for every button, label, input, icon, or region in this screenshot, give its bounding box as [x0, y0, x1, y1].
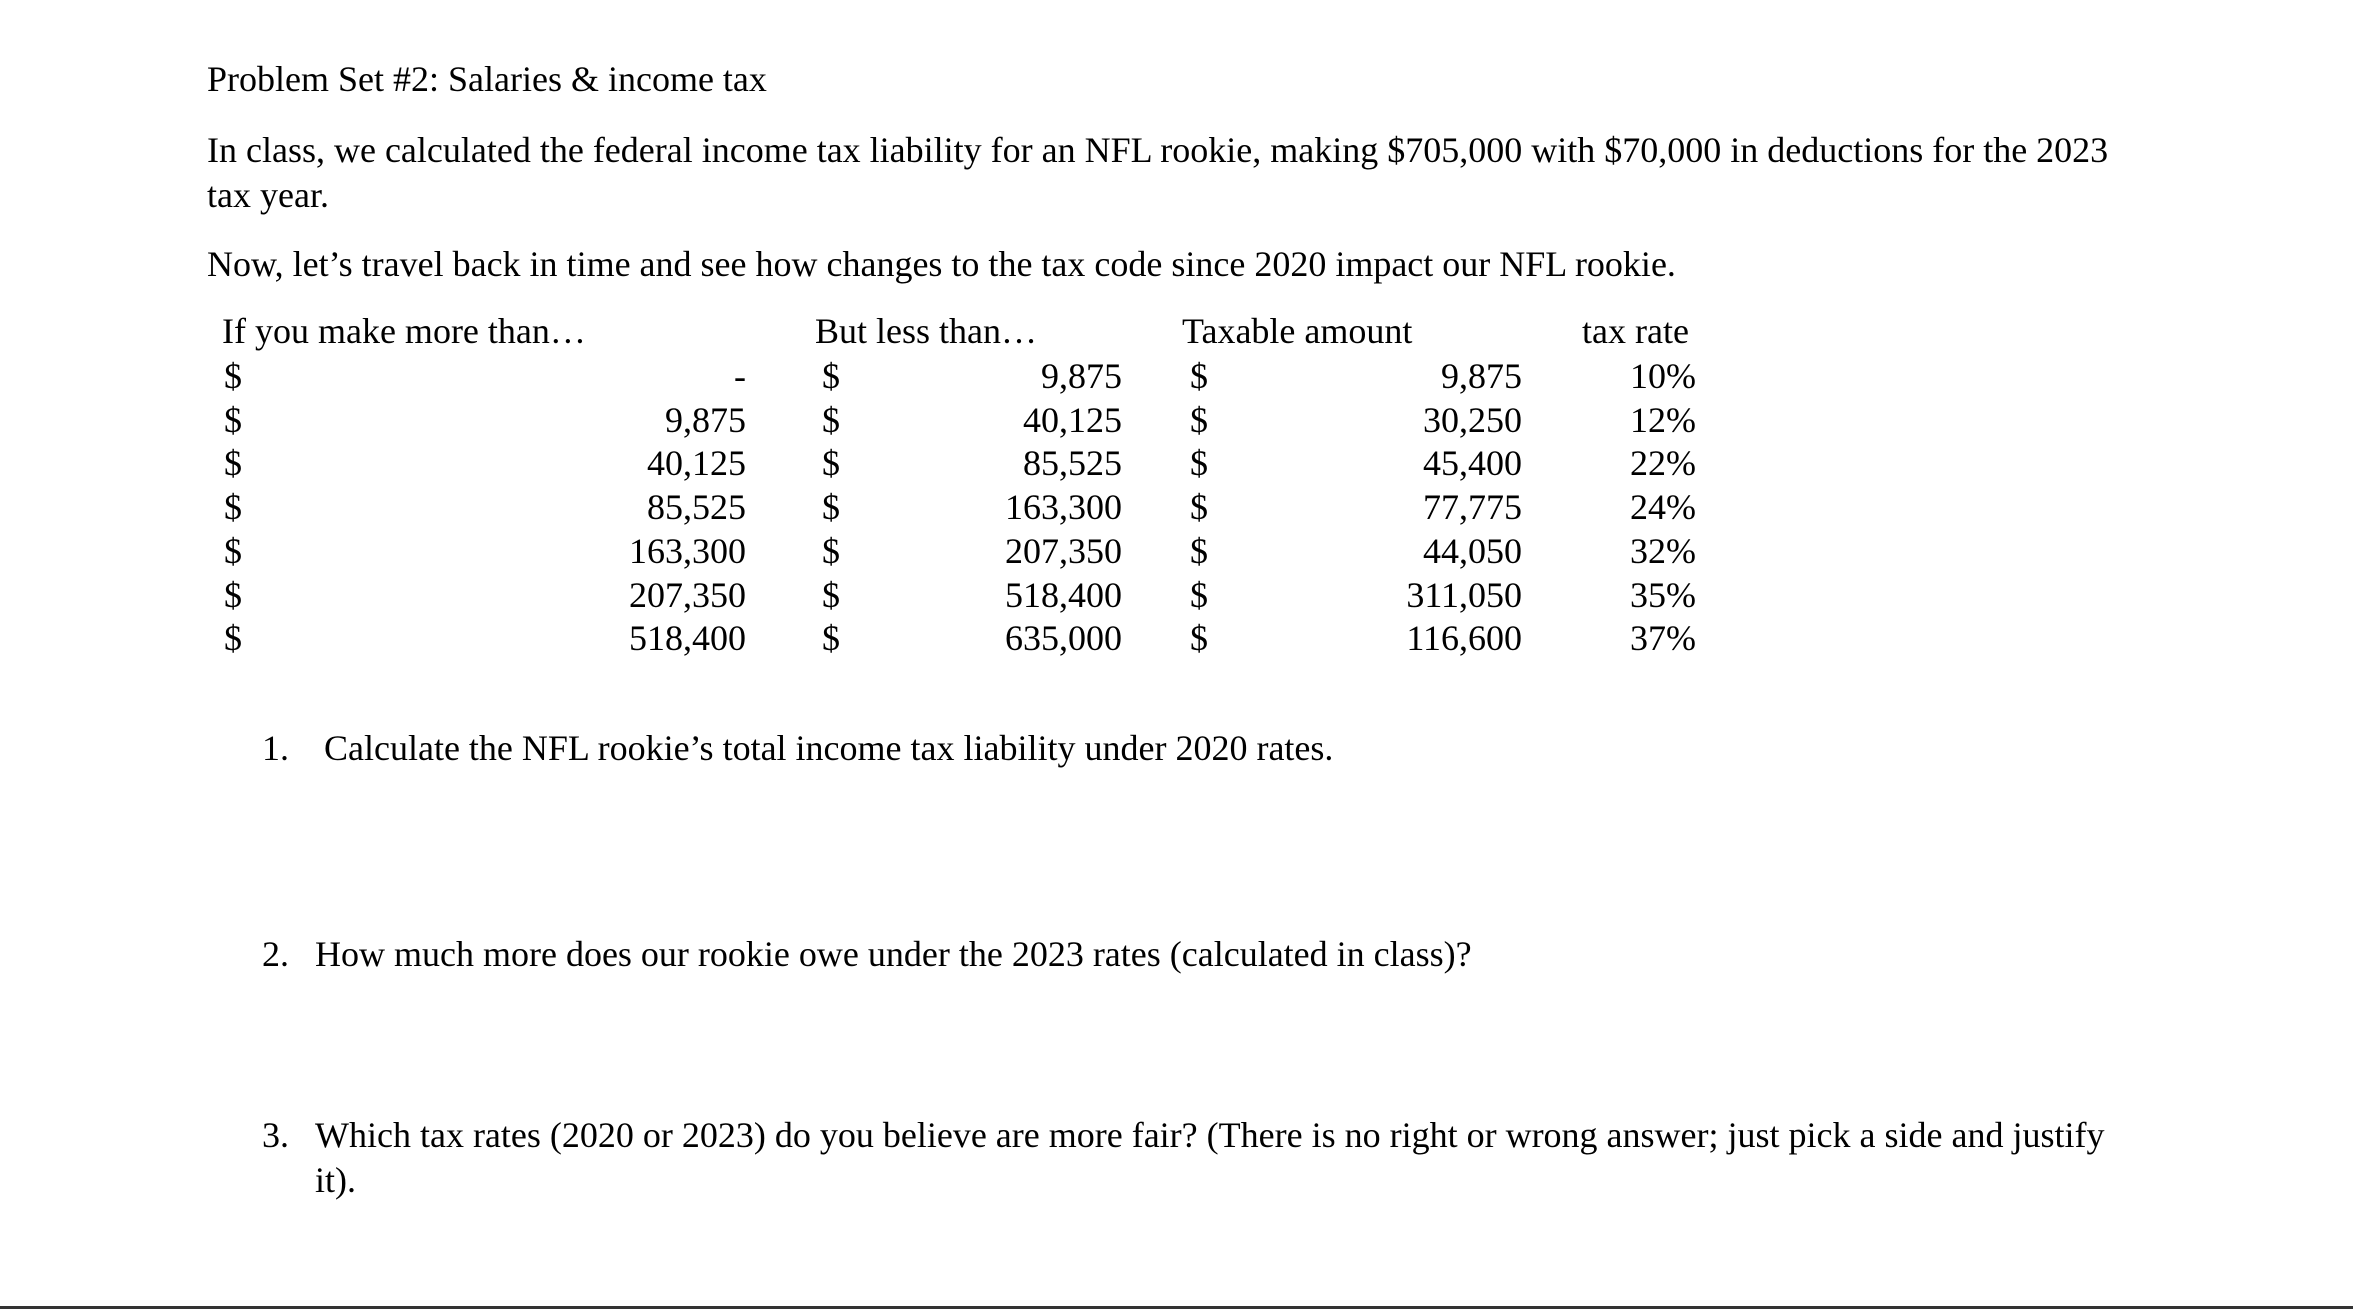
currency-symbol: $ [1190, 399, 1208, 440]
question-number: 3. [262, 1115, 289, 1155]
cell-less-than: 518,400 [1005, 574, 1122, 615]
intro-line-1: In class, we calculated the federal income tax liability for an NFL rookie, making $705,000 with $70,000 in deductions for the 2023 [207, 130, 2109, 170]
currency-symbol: $ [822, 618, 840, 659]
currency-symbol: $ [1190, 574, 1208, 615]
cell-less-than: 207,350 [1005, 530, 1122, 571]
header-less-than: But less than… [815, 311, 1037, 351]
currency-symbol: $ [822, 399, 840, 440]
cell-less-than: 9,875 [1041, 356, 1122, 396]
cell-taxable-amount: 9,875 [1441, 356, 1522, 396]
cell-less-than: 40,125 [1023, 399, 1122, 440]
cell-less-than: 635,000 [1005, 618, 1122, 659]
cell-taxable-amount: 311,050 [1406, 574, 1522, 615]
header-more-than: If you make more than… [222, 311, 586, 351]
currency-symbol: $ [822, 530, 840, 571]
currency-symbol: $ [822, 443, 840, 484]
currency-symbol: $ [224, 574, 242, 615]
cell-tax-rate: 12% [1630, 399, 1696, 440]
currency-symbol: $ [224, 530, 242, 571]
cell-taxable-amount: 77,775 [1423, 487, 1522, 528]
intro-paragraph-2: Now, let’s travel back in time and see how changes to the tax code since 2020 impact our NFL rookie. [207, 244, 1676, 284]
currency-symbol: $ [1190, 618, 1208, 659]
currency-symbol: $ [224, 443, 242, 484]
document-title: Problem Set #2: Salaries & income tax [207, 59, 767, 99]
cell-tax-rate: 35% [1630, 574, 1696, 615]
cell-tax-rate: 37% [1630, 618, 1696, 659]
cell-more-than: 518,400 [629, 618, 746, 659]
cell-taxable-amount: 30,250 [1423, 399, 1522, 440]
cell-taxable-amount: 116,600 [1406, 618, 1522, 659]
cell-more-than: - [734, 356, 746, 396]
currency-symbol: $ [822, 574, 840, 615]
cell-more-than: 40,125 [647, 443, 746, 484]
question-text-line-2: it). [315, 1160, 356, 1200]
cell-tax-rate: 10% [1630, 356, 1696, 396]
currency-symbol: $ [822, 487, 840, 528]
cell-more-than: 163,300 [629, 530, 746, 571]
cell-taxable-amount: 45,400 [1423, 443, 1522, 484]
question-text-line-1: Which tax rates (2020 or 2023) do you believe are more fair? (There is no right or wrong answer; just pick a side and justify [315, 1115, 2105, 1155]
currency-symbol: $ [1190, 487, 1208, 528]
currency-symbol: $ [1190, 530, 1208, 571]
question-number: 2. [262, 934, 289, 974]
currency-symbol: $ [224, 618, 242, 659]
cell-tax-rate: 32% [1630, 530, 1696, 571]
header-tax-rate: tax rate [1582, 311, 1689, 351]
cell-tax-rate: 24% [1630, 487, 1696, 528]
currency-symbol: $ [822, 356, 840, 396]
currency-symbol: $ [1190, 356, 1208, 396]
cell-less-than: 85,525 [1023, 443, 1122, 484]
cell-tax-rate: 22% [1630, 443, 1696, 484]
question-text: Calculate the NFL rookie’s total income tax liability under 2020 rates. [324, 728, 1334, 768]
currency-symbol: $ [224, 487, 242, 528]
cell-taxable-amount: 44,050 [1423, 530, 1522, 571]
currency-symbol: $ [224, 399, 242, 440]
question-number: 1. [262, 728, 289, 768]
page-bottom-rule [0, 1306, 2353, 1309]
header-taxable-amount: Taxable amount [1182, 311, 1413, 351]
currency-symbol: $ [224, 356, 242, 396]
question-text: How much more does our rookie owe under the 2023 rates (calculated in class)? [315, 934, 1472, 974]
intro-line-2: tax year. [207, 175, 329, 215]
intro-paragraph [207, 128, 2108, 218]
cell-less-than: 163,300 [1005, 487, 1122, 528]
currency-symbol: $ [1190, 443, 1208, 484]
cell-more-than: 9,875 [665, 399, 746, 440]
cell-more-than: 85,525 [647, 487, 746, 528]
cell-more-than: 207,350 [629, 574, 746, 615]
